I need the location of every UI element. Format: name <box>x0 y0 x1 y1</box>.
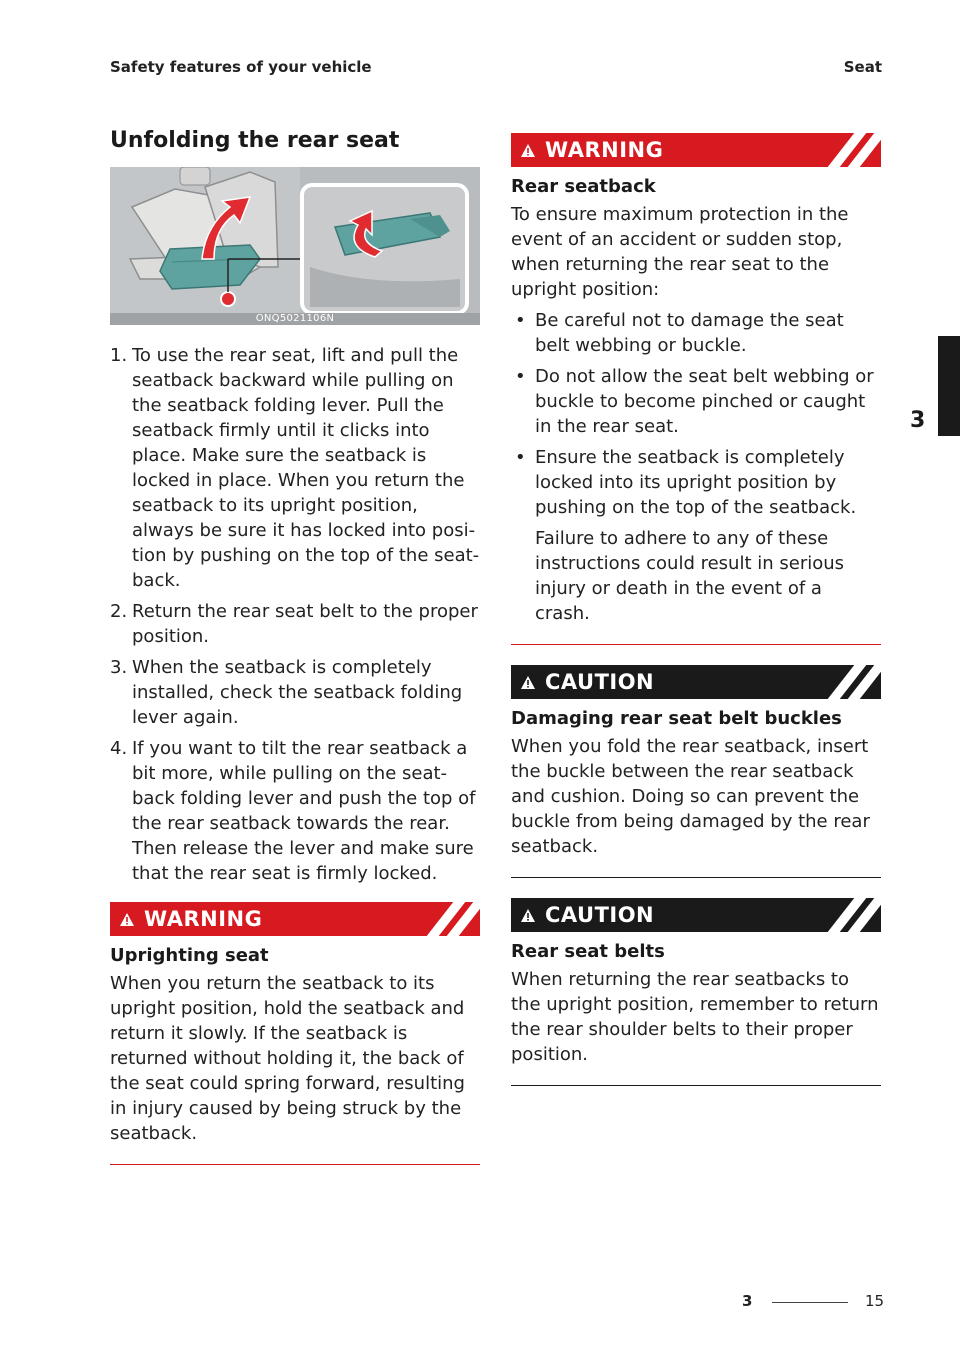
caution-end-rule <box>511 1085 881 1086</box>
list-item: • Ensure the seatback is completely locked into its upright position by pushing on the top of the seatback. <box>511 445 881 520</box>
warning-banner <box>110 902 480 936</box>
warning-intro: To ensure maximum protection in the event of an accident or sudden stop, when returning the rear seat to the upright position: <box>511 204 849 300</box>
chapter-tab <box>938 336 960 436</box>
chapter-tab-number: 3 <box>910 408 926 433</box>
page-number-divider <box>772 1302 848 1303</box>
list-item: 1. To use the rear seat, lift and pull the seatback backward while pulling on the seatback folding lever. Pull the seatback firmly until it clicks into place. Make sure the seatback is locked in place. When you return the seatback to its upright position, always be sure it has locked into posi- tion by pushing on the top of the seat- back. <box>110 345 480 591</box>
warning-triangle-icon <box>110 912 144 927</box>
list-item: 2. Return the rear seat belt to the proper position. <box>110 601 478 647</box>
list-item: • Do not allow the seat belt webbing or buckle to become pinched or caught in the rear seat. <box>511 364 881 439</box>
warning-triangle-icon <box>511 908 545 923</box>
warning-end-rule <box>110 1164 480 1165</box>
caution-label: CAUTION <box>545 903 655 927</box>
warning-label: WARNING <box>144 907 263 931</box>
running-header-section: Safety features of your vehicle <box>110 58 372 76</box>
section-title: Unfolding the rear seat <box>110 128 400 153</box>
caution-label: CAUTION <box>545 670 655 694</box>
seat-drawing <box>110 167 480 325</box>
caution-title: Damaging rear seat belt buckles <box>511 708 842 729</box>
warning-triangle-icon <box>511 675 545 690</box>
warning-bullets <box>511 308 881 520</box>
running-header-topic: Seat <box>843 58 882 76</box>
warning-title: Rear seatback <box>511 176 656 197</box>
left-column <box>110 128 480 1165</box>
seat-illustration <box>110 167 480 325</box>
warning-title: Uprighting seat <box>110 945 269 966</box>
caution-title: Rear seat belts <box>511 941 665 962</box>
warning-text: When you return the seatback to its upright position, hold the seatback and return it slowly. If the seatback is returned without holding it, the back of the seat could spring forward, resulting in injury caused by being struck by the seatback. <box>110 973 465 1144</box>
warning-label: WARNING <box>545 138 664 162</box>
caution-text: When you fold the rear seatback, insert the buckle between the rear seatback and cushion. Doing so can prevent the buckle from being damaged by the rear seatback. <box>511 736 870 857</box>
caution-text: When returning the rear seatbacks to the upright position, remember to return the rear shoulder belts to their proper position. <box>511 969 879 1065</box>
steps-list <box>110 343 480 886</box>
list-item: 3. When the seatback is completely installed, check the seatback folding lever again. <box>110 657 463 728</box>
page-number: 15 <box>865 1292 885 1310</box>
right-column <box>511 133 881 1086</box>
warning-triangle-icon <box>511 143 545 158</box>
figure-code: ONQ5021106N <box>110 313 480 325</box>
caution-banner <box>511 665 881 699</box>
page-chapter-number: 3 <box>742 1292 753 1310</box>
warning-banner <box>511 133 881 167</box>
list-item: • Be careful not to damage the seat belt webbing or buckle. <box>511 308 881 358</box>
list-item: 4. If you want to tilt the rear seatback a bit more, while pulling on the seat- back folding lever and push the top of the rear seatback towards the rear. Then release the lever and make sure that the rear seat is firmly locked. <box>110 738 476 884</box>
warning-follow-text: Failure to adhere to any of these instructions could result in serious injury or death in the event of a crash. <box>535 528 845 624</box>
caution-banner <box>511 898 881 932</box>
